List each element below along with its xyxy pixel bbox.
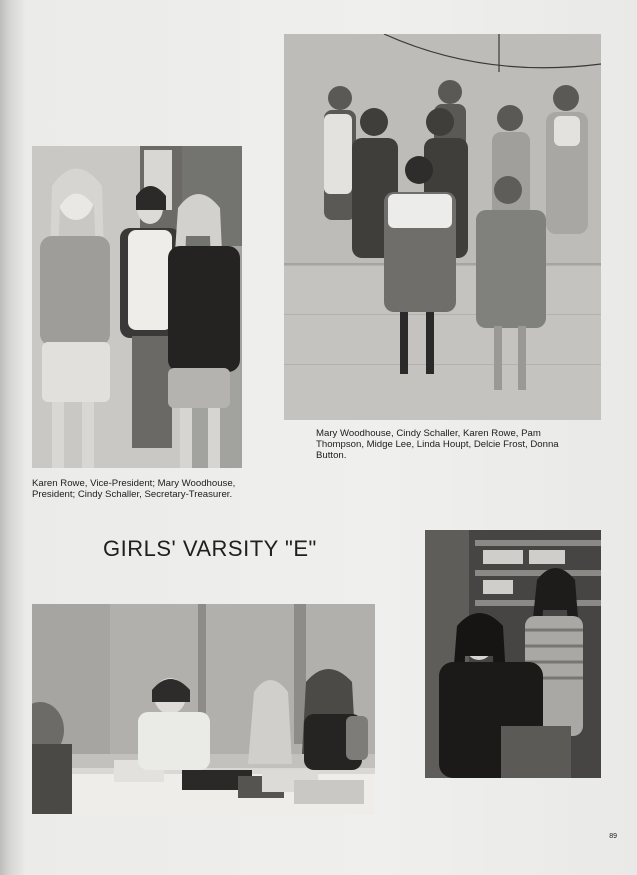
hallway-photo <box>425 530 601 778</box>
team-caption: Mary Woodhouse, Cindy Schaller, Karen Rowe, Pam Thompson, Midge Lee, Linda Houpt, Delcie Frost, Donna Button. <box>316 428 559 461</box>
officers-caption: Karen Rowe, Vice-President; Mary Woodhouse, President; Cindy Schaller, Secretary-Treasurer. <box>32 478 236 500</box>
sale-table-photo <box>32 604 375 815</box>
page-number: 89 <box>609 833 617 840</box>
page-title: GIRLS' VARSITY "E" <box>103 536 317 561</box>
team-photo <box>284 34 601 420</box>
hallway-photo-image <box>425 530 601 778</box>
officers-photo-image <box>32 146 242 468</box>
officers-photo <box>32 146 242 468</box>
team-photo-image <box>284 34 601 420</box>
sale-table-photo-image <box>32 604 375 815</box>
